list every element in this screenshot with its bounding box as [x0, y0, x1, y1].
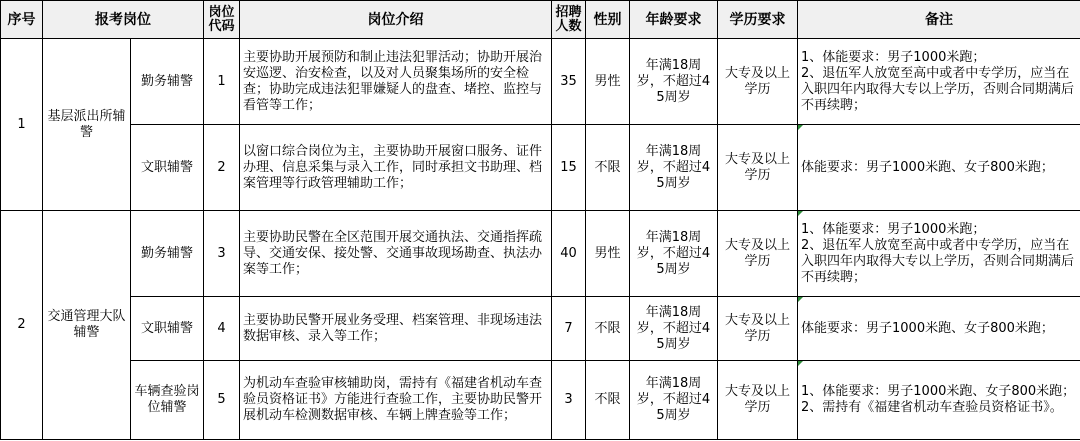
header-row: [1, 1, 1080, 39]
count-cell: 40: [552, 211, 586, 297]
remark-text: 体能要求：男子1000米跑、女子800米跑；: [801, 320, 1054, 336]
gender-cell: 不限: [586, 297, 630, 361]
remark-cell: [798, 297, 1080, 361]
remark-text: 1、体能要求：男子1000米跑； 2、退伍军人放宽至高中或者中专学历，应当在入职四年内取得大专以上学历，否则合同期满后不再续聘；: [801, 49, 1075, 113]
count-cell: 3: [552, 361, 586, 440]
header-count-line2: 人数: [555, 18, 582, 34]
header-post: 报考岗位: [43, 1, 204, 39]
gender-cell: 不限: [586, 125, 630, 211]
age-cell: 年满18周岁，不超过45周岁: [630, 125, 718, 211]
age-cell: 年满18周岁，不超过45周岁: [630, 211, 718, 297]
table-row: [1, 297, 1080, 361]
header-edu: 学历要求: [718, 1, 798, 39]
comment-marker-icon: [798, 297, 803, 302]
header-seq: 序号: [1, 1, 43, 39]
edu-cell: 大专及以上学历: [718, 39, 798, 125]
gender-cell: 不限: [586, 361, 630, 440]
intro-cell: 主要协助民警在全区范围开展交通执法、交通指挥疏导、交通安保、接处警、交通事故现场勘查、执法办案等工作；: [240, 211, 552, 297]
seq-cell: 1: [1, 39, 43, 211]
unit-cell: 基层派出所辅警: [43, 39, 131, 211]
comment-marker-icon: [798, 361, 803, 366]
header-code-line2: 代码: [208, 18, 235, 34]
age-cell: 年满18周岁，不超过45周岁: [630, 39, 718, 125]
code-cell: 5: [204, 361, 240, 440]
edu-cell: 大专及以上学历: [718, 297, 798, 361]
intro-cell: 主要协助民警开展业务受理、档案管理、非现场违法数据审核、录入等工作；: [240, 297, 552, 361]
table-row: [1, 211, 1080, 297]
remark-text: 体能要求：男子1000米跑、女子800米跑；: [801, 159, 1054, 175]
comment-marker-icon: [798, 125, 803, 130]
edu-cell: 大专及以上学历: [718, 125, 798, 211]
edu-cell: 大专及以上学历: [718, 361, 798, 440]
post-cell: 车辆查验岗位辅警: [131, 361, 204, 440]
remark-cell: [798, 125, 1080, 211]
header-count-line1: 招聘: [555, 4, 582, 20]
comment-marker-icon: [798, 211, 803, 216]
age-cell: 年满18周岁，不超过45周岁: [630, 297, 718, 361]
intro-cell: 以窗口综合岗位为主，主要协助开展窗口服务、证件办理、信息采集与录入工作，同时承担文书助理、档案管理等行政管理辅助工作；: [240, 125, 552, 211]
count-cell: 35: [552, 39, 586, 125]
header-code-line1: 岗位: [208, 4, 235, 20]
gender-cell: 男性: [586, 39, 630, 125]
post-cell: 文职辅警: [131, 125, 204, 211]
intro-cell: 主要协助开展预防和制止违法犯罪活动；协助开展治安巡逻、治安检查，以及对人员聚集场所的安全检查；协助完成违法犯罪嫌疑人的盘查、堵控、监控与看管等工作；: [240, 39, 552, 125]
gender-cell: 男性: [586, 211, 630, 297]
remark-cell: [798, 361, 1080, 440]
code-cell: 3: [204, 211, 240, 297]
post-cell: 勤务辅警: [131, 39, 204, 125]
edu-cell: 大专及以上学历: [718, 211, 798, 297]
code-cell: 1: [204, 39, 240, 125]
count-cell: 7: [552, 297, 586, 361]
header-count: [552, 1, 586, 39]
table-row: [1, 125, 1080, 211]
code-cell: 2: [204, 125, 240, 211]
remark-cell: [798, 39, 1080, 125]
post-cell: 勤务辅警: [131, 211, 204, 297]
header-remark: 备注: [798, 1, 1080, 39]
header-code: [204, 1, 240, 39]
unit-cell: 交通管理大队辅警: [43, 211, 131, 440]
code-cell: 4: [204, 297, 240, 361]
table-row: [1, 39, 1080, 125]
post-cell: 文职辅警: [131, 297, 204, 361]
table-row: [1, 361, 1080, 440]
header-age: 年龄要求: [630, 1, 718, 39]
intro-cell: 为机动车查验审核辅助岗，需持有《福建省机动车查验员资格证书》方能进行查验工作，主要协助民警开展机动车检测数据审核、车辆上牌查验等工作；: [240, 361, 552, 440]
header-gender: 性别: [586, 1, 630, 39]
count-cell: 15: [552, 125, 586, 211]
remark-cell: [798, 211, 1080, 297]
seq-cell: 2: [1, 211, 43, 440]
age-cell: 年满18周岁，不超过45周岁: [630, 361, 718, 440]
remark-text: 1、体能要求：男子1000米跑、女子800米跑； 2、需持有《福建省机动车查验员资格证书》。: [801, 384, 1076, 415]
remark-text: 1、体能要求：男子1000米跑； 2、退伍军人放宽至高中或者中专学历，应当在入职四年内取得大专以上学历，否则合同期满后不再续聘；: [801, 221, 1075, 285]
header-intro: 岗位介绍: [240, 1, 552, 39]
